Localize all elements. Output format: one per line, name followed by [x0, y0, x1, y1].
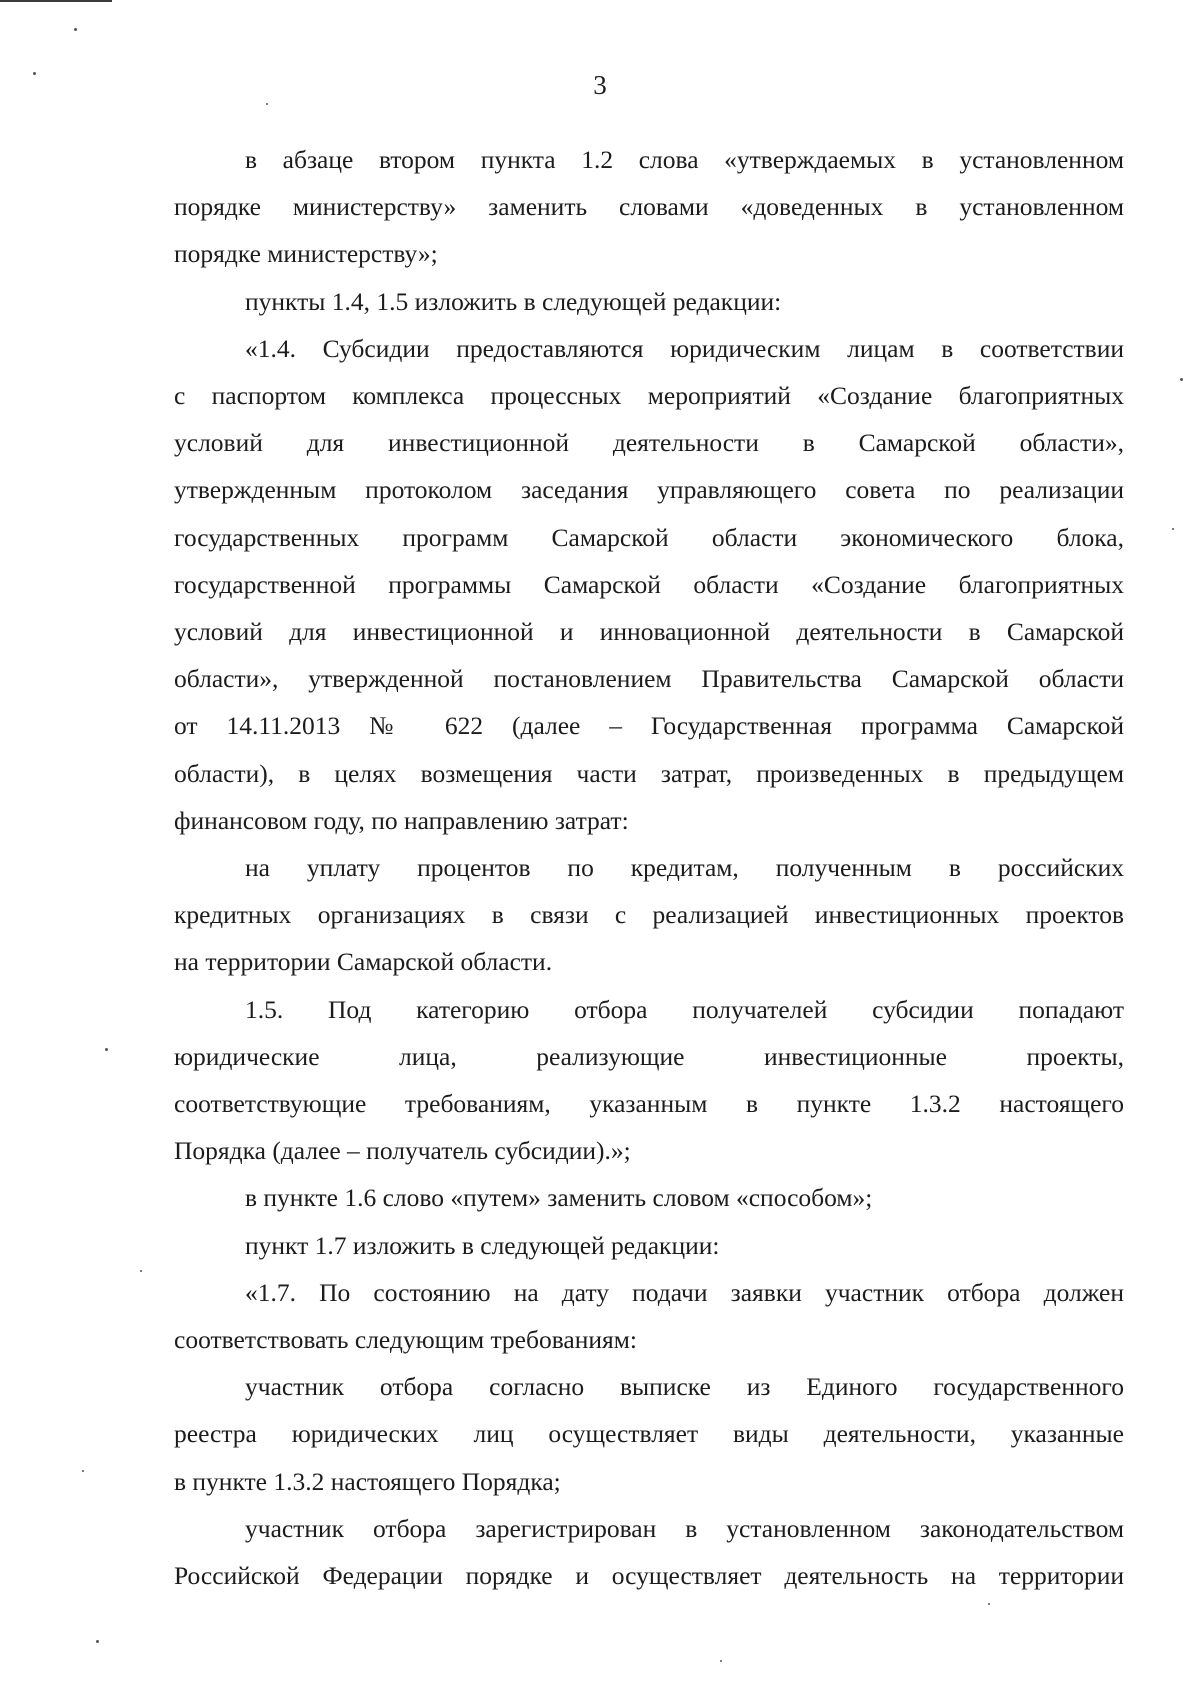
- text-line: участник отбора зарегистрирован в установленном законодательством: [245, 1513, 1124, 1543]
- paragraph: [174, 136, 1124, 278]
- text-line: соответствовать следующим требованиям:: [174, 1325, 637, 1355]
- paragraph: [174, 1363, 1124, 1505]
- scan-speck: [266, 103, 268, 105]
- scan-speck: [33, 72, 36, 75]
- text-line: с паспортом комплекса процессных мероприятий «Создание благоприятных: [174, 381, 1124, 411]
- paragraph: [174, 1174, 1124, 1221]
- text-line: в пункте 1.3.2 настоящего Порядка;: [174, 1466, 561, 1496]
- scan-speck: [988, 1603, 990, 1605]
- scan-speck: [1172, 528, 1174, 530]
- paragraph: [174, 325, 1124, 844]
- text-line: 1.5. Под категорию отбора получателей субсидии попадают: [245, 994, 1124, 1024]
- scan-speck: [140, 1270, 142, 1272]
- text-line: юридические лица, реализующие инвестиционные проекты,: [174, 1041, 1124, 1071]
- text-line: условий для инвестиционной и инновационной деятельности в Самарской: [174, 617, 1124, 647]
- text-line: «1.4. Субсидии предоставляются юридическим лицам в соответствии: [245, 333, 1124, 363]
- paragraph: [174, 844, 1124, 986]
- top-edge-rule: [0, 0, 112, 2]
- paragraph: [174, 1269, 1124, 1363]
- scan-speck: [74, 28, 77, 31]
- text-line: государственной программы Самарской области «Создание благоприятных: [174, 569, 1124, 599]
- document-body: [174, 136, 1124, 1599]
- text-line: в абзаце втором пункта 1.2 слова «утверждаемых в установленном: [245, 145, 1124, 174]
- paragraph: [174, 278, 1124, 325]
- text-line: кредитных организациях в связи с реализацией инвестиционных проектов: [174, 900, 1124, 930]
- scan-speck: [1180, 378, 1183, 381]
- text-line: утвержденным протоколом заседания управляющего совета по реализации: [174, 475, 1124, 505]
- text-line: в пункте 1.6 слово «путем» заменить словом «способом»;: [245, 1183, 873, 1213]
- text-line: финансовом году, по направлению затрат:: [174, 805, 629, 835]
- text-line: области», утвержденной постановлением Правительства Самарской области: [174, 664, 1124, 694]
- paragraph: [174, 986, 1124, 1175]
- text-line: порядке министерству» заменить словами «доведенных в установленном: [174, 192, 1124, 222]
- scan-speck: [105, 1048, 108, 1051]
- text-line: пункт 1.7 изложить в следующей редакции:: [245, 1230, 720, 1260]
- scan-speck: [720, 1660, 722, 1662]
- text-line: соответствующие требованиям, указанным в пункте 1.3.2 настоящего: [174, 1089, 1124, 1119]
- text-line: участник отбора согласно выписке из Единого государственного: [245, 1372, 1124, 1402]
- paragraph: [174, 1222, 1124, 1269]
- page-number: 3: [593, 70, 607, 100]
- scan-speck: [96, 1640, 99, 1643]
- text-line: государственных программ Самарской области экономического блока,: [174, 522, 1124, 552]
- text-line: Порядка (далее – получатель субсидии).»;: [174, 1136, 631, 1166]
- text-line: пункты 1.4, 1.5 изложить в следующей редакции:: [245, 286, 782, 316]
- text-line: от 14.11.2013 № 622 (далее – Государственная программа Самарской: [174, 711, 1124, 741]
- paragraph: [174, 1505, 1124, 1599]
- text-line: условий для инвестиционной деятельности в Самарской области»,: [174, 428, 1124, 458]
- text-line: на уплату процентов по кредитам, полученным в российских: [245, 853, 1124, 883]
- scan-speck: [82, 1470, 84, 1472]
- text-line: области), в целях возмещения части затрат, произведенных в предыдущем: [174, 758, 1124, 788]
- text-line: Российской Федерации порядке и осуществляет деятельность на территории: [174, 1561, 1124, 1591]
- text-line: реестра юридических лиц осуществляет виды деятельности, указанные: [174, 1419, 1124, 1449]
- text-line: порядке министерству»;: [174, 239, 438, 269]
- text-line: на территории Самарской области.: [174, 947, 553, 977]
- text-line: «1.7. По состоянию на дату подачи заявки участник отбора должен: [245, 1277, 1124, 1307]
